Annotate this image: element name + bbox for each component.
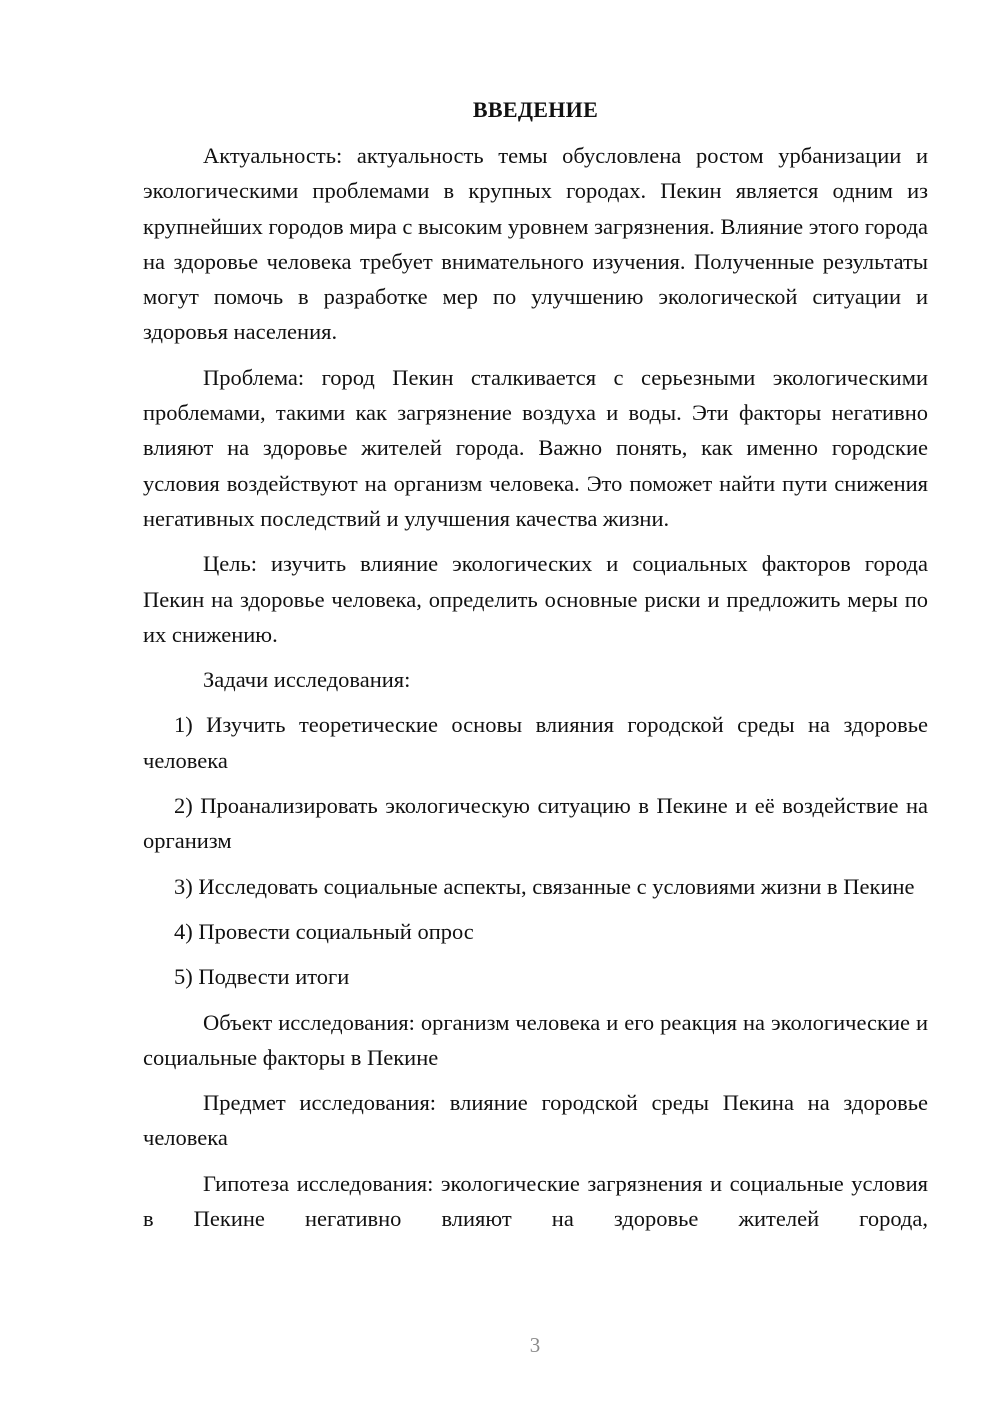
tasks-heading: Задачи исследования: (203, 667, 411, 693)
object-paragraph: Объект исследования: организм человека и его реакция на экологические и социальные факторы в Пекине (143, 1009, 928, 1070)
goal-paragraph: Цель: изучить влияние экологических и социальных факторов города Пекин на здоровье человека, определить основные риски и предложить меры по их снижению. (143, 551, 928, 647)
task-item-4: 4) Провести социальный опрос (174, 918, 474, 944)
task-item-1: 1) Изучить теоретические основы влияния городской среды на здоровье человека (143, 712, 928, 773)
hypothesis-paragraph: Гипотеза исследования: экологические загрязнения и социальные условия в Пекине негативно влияют на здоровье жителей города, (143, 1170, 928, 1232)
problem-paragraph: Проблема: город Пекин сталкивается с серьезными экологическими проблемами, такими как загрязнение воздуха и воды. Эти факторы негативно влияют на здоровье жителей города. Важно понять, как именно городские условия воздействуют на организм человека. Это поможет найти пути снижения негативных последствий и улучшения качества жизни. (143, 364, 928, 531)
task-item-3: 3) Исследовать социальные аспекты, связанные с условиями жизни в Пекине (174, 873, 915, 899)
task-item-5: 5) Подвести итоги (174, 964, 350, 990)
relevance-paragraph: Актуальность: актуальность темы обусловлена ростом урбанизации и экологическими проблемами в крупных городах. Пекин является одним из крупнейших городов мира с высоким уровнем загрязнения. Влияние этого города на здоровье человека требует внимательного изучения. Полученные результаты могут помочь в разработке мер по улучшению экологической ситуации и здоровья населения. (143, 143, 928, 345)
subject-paragraph: Предмет исследования: влияние городской среды Пекина на здоровье человека (143, 1090, 928, 1151)
task-item-2: 2) Проанализировать экологическую ситуацию в Пекине и её воздействие на организм (143, 793, 928, 854)
page-number: 3 (529, 1333, 541, 1357)
page-content (143, 92, 928, 1246)
section-title: ВВЕДЕНИЕ (472, 97, 599, 122)
